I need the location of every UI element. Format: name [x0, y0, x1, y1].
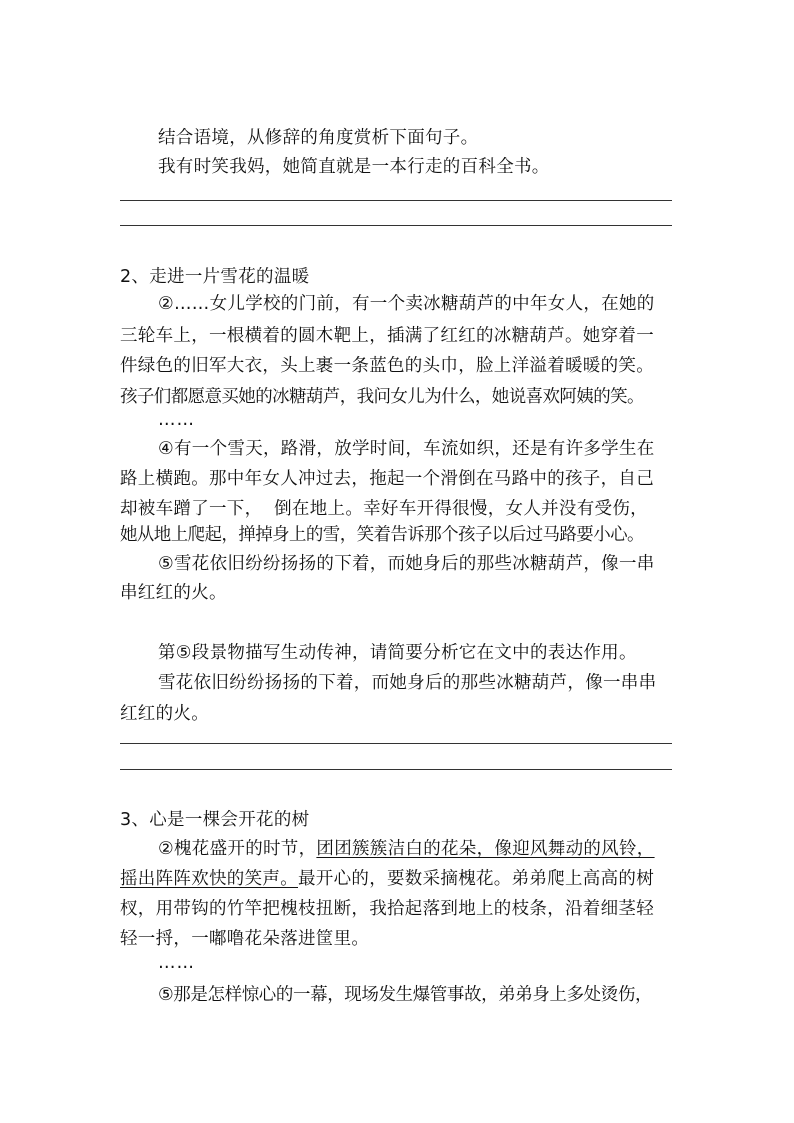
paragraph-line: ④有一个雪天，路滑，放学时间，车流如织，还是有许多学生在: [158, 439, 655, 459]
paragraph-line: 孩子们都愿意买她的冰糖葫芦，我问女儿为什么，她说喜欢阿姨的笑。: [120, 387, 644, 407]
ellipsis: ……: [158, 410, 195, 430]
answer-line: [120, 225, 672, 226]
quote-text: 我有时笑我妈，她简直就是一本行走的百科全书。: [158, 157, 550, 177]
paragraph-line: 三轮车上，一根横着的圆木靶上，插满了红红的冰糖葫芦。她穿着一: [120, 326, 654, 346]
answer-line: [120, 200, 672, 201]
paragraph-line: 却被车蹭了一下， 倒在地上。幸好车开得很慢，女人并没有受伤，: [120, 499, 648, 519]
answer-line: [120, 769, 672, 770]
paragraph-line: 轻一捋，一嘟噜花朵落进筐里。: [120, 929, 370, 949]
question-text: 结合语境，从修辞的角度赏析下面句子。: [158, 128, 479, 148]
text-span: 最开心的，要数采摘槐花。弟弟爬上高高的树: [298, 869, 654, 889]
section-title: 2、走进一片雪花的温暖: [120, 267, 310, 287]
paragraph-line: 件绿色的旧军大衣，头上裹一条蓝色的头巾，脸上洋溢着暖暖的笑。: [120, 356, 654, 376]
underlined-text: 团团簇簇洁白的花朵，像迎风舞动的风铃，: [316, 839, 655, 859]
paragraph-line: 路上横跑。那中年女人冲过去，拖起一个滑倒在马路中的孩子，自己: [120, 469, 654, 489]
paragraph-line: ②……女儿学校的门前，有一个卖冰糖葫芦的中年女人，在她的: [158, 294, 655, 314]
ellipsis: ……: [158, 953, 195, 973]
text-span: ②槐花盛开的时节，: [158, 839, 317, 859]
paragraph-line: 串红红的火。: [120, 583, 227, 603]
answer-line: [120, 743, 672, 744]
question-text: 第⑤段景物描写生动传神，请简要分析它在文中的表达作用。: [158, 643, 637, 663]
quote-text: 雪花依旧纷纷扬扬的下着，而她身后的那些冰糖葫芦，像一串串: [158, 673, 657, 693]
paragraph-line: ⑤那是怎样惊心的一幕，现场发生爆管事故，弟弟身上多处烫伤，: [158, 985, 653, 1005]
paragraph-line: [120, 867, 654, 891]
paragraph-line: [158, 837, 655, 861]
section-title: 3、心是一棵会开花的树: [120, 810, 310, 830]
underlined-text: 摇出阵阵欢快的笑声。: [120, 869, 298, 889]
paragraph-line: 杈，用带钩的竹竿把槐枝扭断，我拾起落到地上的枝条，沿着细茎轻: [120, 899, 654, 919]
paragraph-line: ⑤雪花依旧纷纷扬扬的下着，而她身后的那些冰糖葫芦，像一串: [158, 554, 655, 574]
paragraph-line: 她从地上爬起，掸掉身上的雪，笑着告诉那个孩子以后过马路要小心。: [120, 525, 644, 545]
quote-text: 红红的火。: [120, 704, 209, 724]
